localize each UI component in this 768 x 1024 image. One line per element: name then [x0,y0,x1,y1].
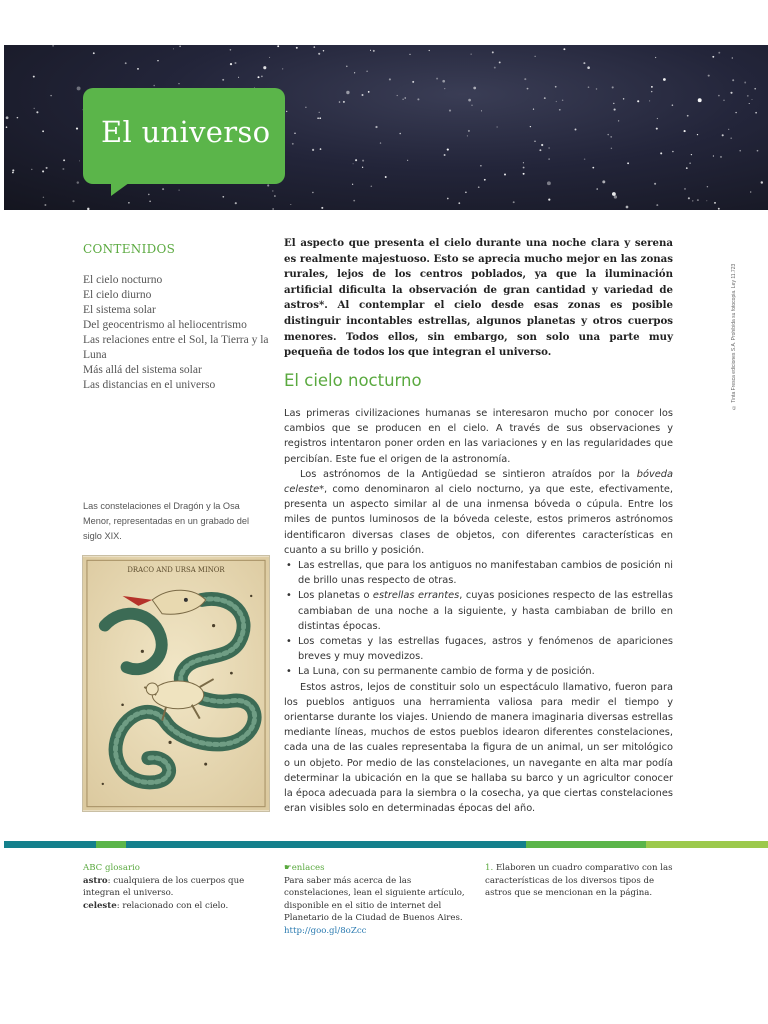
star [125,62,127,64]
star [708,75,710,77]
star [541,144,543,146]
star [137,68,139,70]
star [614,109,616,111]
star [612,86,614,88]
star [458,202,460,204]
star [730,92,732,94]
star [535,56,536,57]
star [77,86,81,90]
star [530,126,531,127]
star [230,49,232,51]
star [497,126,498,127]
star [31,169,32,170]
star [355,159,357,161]
star [718,95,720,97]
star [370,50,371,51]
star [296,47,298,49]
star [587,66,590,69]
activity-box [485,862,675,900]
star [375,126,377,128]
star [583,62,585,64]
star [750,191,751,192]
star [651,86,653,88]
star [563,48,565,50]
star [556,101,557,102]
star [548,199,550,201]
star [294,133,296,135]
star [730,137,732,139]
star [687,115,689,117]
star [656,204,658,206]
star [548,147,549,148]
list-item: • La Luna, con su permanente cambio de forma y de posición. [284,664,673,679]
star [72,200,74,202]
star [153,85,155,87]
star [754,88,756,90]
star [684,130,686,132]
star [12,169,14,171]
star [655,57,656,58]
star [751,99,752,100]
star [657,118,658,119]
astro-types-list [284,558,673,680]
star [234,62,236,64]
star [6,116,9,119]
links-box [284,862,469,938]
star [312,149,314,151]
star [610,136,612,138]
star [238,77,239,78]
star [436,78,438,80]
star [735,112,736,113]
star [222,79,224,81]
star [274,195,276,197]
star [12,172,14,174]
star [366,71,368,73]
star [323,50,324,51]
star [407,160,408,161]
star [478,186,480,188]
star [412,81,414,83]
star [494,67,496,69]
star [286,111,287,112]
star [305,107,306,108]
star [689,162,691,164]
star [575,129,577,131]
star [732,57,733,58]
star [173,48,174,49]
star [660,152,662,154]
links-title: ☛enlaces [284,863,325,873]
star [692,200,693,201]
contents-item: El cielo diurno [83,289,152,301]
links-text: Para saber más acerca de las constelaciones, lean el siguiente artículo, disponible en el sitio de internet del Planetario de la Ciudad de Buenos Aires. [284,875,465,924]
star [76,128,78,130]
star [447,149,449,151]
star [272,190,273,191]
star [544,97,546,99]
star [353,200,355,202]
star [627,162,629,164]
star [362,94,364,96]
contents-item: Del geocentrismo al heliocentrismo [83,319,247,331]
star [672,104,674,106]
star [385,176,387,178]
star [592,167,594,169]
contents-list [83,273,273,393]
star [688,197,690,199]
star [757,150,759,152]
star [527,88,529,90]
star [282,68,283,69]
star [319,112,320,113]
star [533,109,534,110]
star [713,155,714,156]
star [77,181,79,183]
star [465,192,467,194]
star [352,184,353,185]
star [380,142,381,143]
star [739,150,741,152]
star [697,199,699,201]
contents-item: El sistema solar [83,304,156,316]
contents-item: El cielo nocturno [83,274,163,286]
star [290,204,291,205]
star [714,202,716,204]
star [718,52,720,54]
star [79,160,80,161]
star [747,95,749,97]
figure-caption: Las constelaciones el Dragón y la Osa Menor, representadas en un grabado del siglo XIX. [83,501,250,541]
star [656,128,658,130]
star [272,208,273,209]
engraving-label: DRACO AND URSA MINOR [127,566,225,575]
intro-paragraph: El aspecto que presenta el cielo durante una noche clara y serena es realmente majestuoso. Esto se aprecia mucho mejor en las zonas rurales, lejos de los centros poblados, ya que la iluminación artificial dificulta la observación de gran cantidad y variedad de astros*. Al contemplar el cielo desde esas zonas es posible distinguir incontables estrellas, algunos planetas y otros cuerpos menores. Todos ellos, sin embargo, son solo una parte muy pequeña de todos los que integran el universo. [284,237,673,359]
body-paragraph: Las primeras civilizaciones humanas se interesaron mucho por conocer los cambios que se producen en el cielo. A través de sus observaciones y registros intentaron poner orden en las variaciones y en las regularidades que percibían. Este fue el origen de la astronomía. [284,408,673,465]
list-item: • Los planetas o estrellas errantes, cuyas posiciones respecto de las estrellas cambiaban de una noche a la siguiente, y hasta cambiaban de brillo en distintas épocas. [284,588,673,634]
title-bubble-tail [111,180,133,196]
planetarium-link[interactable]: http://goo.gl/8oZcc [284,925,367,936]
star [480,165,482,167]
star [267,184,269,186]
star [128,202,130,204]
star [686,167,688,169]
star [707,186,708,187]
star [447,198,449,200]
star [277,45,279,47]
star [602,180,605,183]
list-item: • Las estrellas, que para los antiguos no manifestaban cambios de posición ni de brillo unas respecto de otras. [284,558,673,588]
star [712,56,714,58]
star [62,168,64,170]
star [354,72,355,73]
star [258,76,260,78]
star [6,126,8,128]
glossary-box [83,862,263,912]
star [263,66,266,69]
star [471,104,473,106]
star [492,51,494,53]
star [706,200,707,201]
star [468,130,470,132]
star [468,99,471,102]
star [148,194,150,196]
activity-number: 1. [485,863,494,873]
star [654,183,656,185]
star [626,206,629,209]
star [524,78,526,80]
star [504,174,506,176]
star [235,202,237,204]
star [362,160,364,162]
star [534,141,535,142]
star [362,167,363,168]
star [320,148,322,150]
star [157,60,158,61]
star [467,135,468,136]
star [588,86,590,88]
contenidos-heading: CONTENIDOS [83,242,176,256]
star [346,91,349,94]
star [63,159,65,161]
star [484,179,486,181]
glossary-title: ABC glosario [83,863,140,873]
star [607,134,608,135]
star [499,61,501,63]
star [409,54,410,55]
star [346,66,348,68]
star [417,98,419,100]
star [649,100,650,101]
glossary-entry: astro: cualquiera de los cuerpos que integran el universo. [83,875,245,899]
star [389,78,391,80]
section-title: El cielo nocturno [284,371,422,390]
star [684,188,686,190]
star [178,83,179,84]
star [723,100,725,102]
star [555,86,557,88]
star [318,53,320,55]
star [87,208,89,210]
star [36,111,38,113]
star [749,103,750,104]
copyright-notice: © Tinta Fresca ediciones S.A. Prohibida su fotocopia. Ley 11.723 [731,263,737,410]
contents-item: Las distancias en el universo [83,379,216,391]
star [33,108,34,109]
contents-item: Las relaciones entre el Sol, la Tierra y la Luna [83,334,269,361]
star [755,112,757,114]
star [471,54,472,55]
star [444,88,445,89]
star [343,101,345,103]
list-item: • Los cometas y las estrellas fugaces, astros y fenómenos de apariciones breves y muy movedizos. [284,634,673,664]
star [672,151,674,153]
star [222,196,224,198]
star [612,192,616,196]
star [523,167,525,169]
star [596,188,598,190]
star [444,154,446,156]
star [523,162,524,163]
star [584,158,585,159]
star [269,57,270,58]
hand-pointer-icon: ☛ [284,863,292,873]
star [596,88,597,89]
star [230,63,232,65]
star [559,109,561,111]
glossary-entry: celeste: relacionado con el cielo. [83,900,229,911]
star [52,45,54,47]
star [368,91,370,93]
star [720,156,722,158]
page-title: El universo [101,115,271,149]
star [261,76,263,78]
star [637,100,639,102]
star [42,170,44,172]
star [353,163,354,164]
star [33,76,35,78]
star [539,149,541,151]
star [312,192,313,193]
star [623,98,624,99]
star [402,99,403,100]
body-paragraph: Estos astros, lejos de constituir solo un espectáculo llamativo, fueron para los pueblos antiguos una herramienta valiosa para medir el tiempo y orientarse durante los viajes. Uniendo de manera imaginaria diversas estrellas mediante líneas, muchos de estos pueblos idearon diferentes constelaciones, cada una de las cuales representaba la figura de un animal, un ser mitológico o un objeto. Por medio de las constelaciones, un navegante en alta mar podía determinar la ubicación en la que se hallaba su barco y un agricultor conocer la época adecuada para la siembra o la cosecha, ya que ciertas constelaciones eran visibles solo en determinadas épocas del año. [284,681,673,815]
star [513,201,515,203]
star [744,82,746,84]
draco-ursa-minor-engraving [82,555,270,812]
star [149,201,151,203]
body-paragraph: Los astrónomos de la Antigüedad se sintieron atraídos por la bóveda celeste*, como denominaron al cielo nocturno, ya que este, efectivamente, presenta un aspecto similar al de una inmensa bóveda o cúpula. Entre los miles de puntos luminosos de la bóveda celeste, estos primeros astrónomos identificaron diversas clases de objetos, con diferentes características en cuanto a su brillo y posición. [284,468,673,556]
star [319,117,321,119]
star [523,173,525,175]
star [405,97,406,98]
star [162,188,164,190]
star [373,50,375,52]
star [722,134,724,136]
star [481,110,482,111]
color-stripe [4,841,768,848]
star [442,80,445,83]
star [651,91,652,92]
star [761,181,763,183]
star [697,134,698,135]
contents-item: Más allá del sistema solar [83,364,202,376]
star [732,79,734,81]
star [548,158,549,159]
star [399,133,401,135]
star [691,154,692,155]
star [429,50,430,51]
star [618,120,619,121]
star [43,197,44,198]
star [663,78,666,81]
star [179,46,181,48]
star [339,101,341,103]
star [613,103,614,104]
star [93,52,95,54]
star [178,189,179,190]
star [547,181,551,185]
star [46,167,48,169]
star [562,100,564,102]
star [611,148,612,149]
star [17,117,19,119]
star [317,117,319,119]
star [728,129,729,130]
star [313,46,315,48]
star [371,186,373,188]
star [44,204,46,206]
star [718,208,720,210]
star [698,98,702,102]
star [42,130,44,132]
star [397,95,398,96]
activity-text: Elaboren un cuadro comparativo con las características de los diversos tipos de astros que se mencionan en la página. [485,863,673,899]
star [292,143,294,145]
section-body [284,406,673,816]
star [449,110,451,112]
star [321,207,323,209]
star [50,95,51,96]
star [473,87,476,90]
